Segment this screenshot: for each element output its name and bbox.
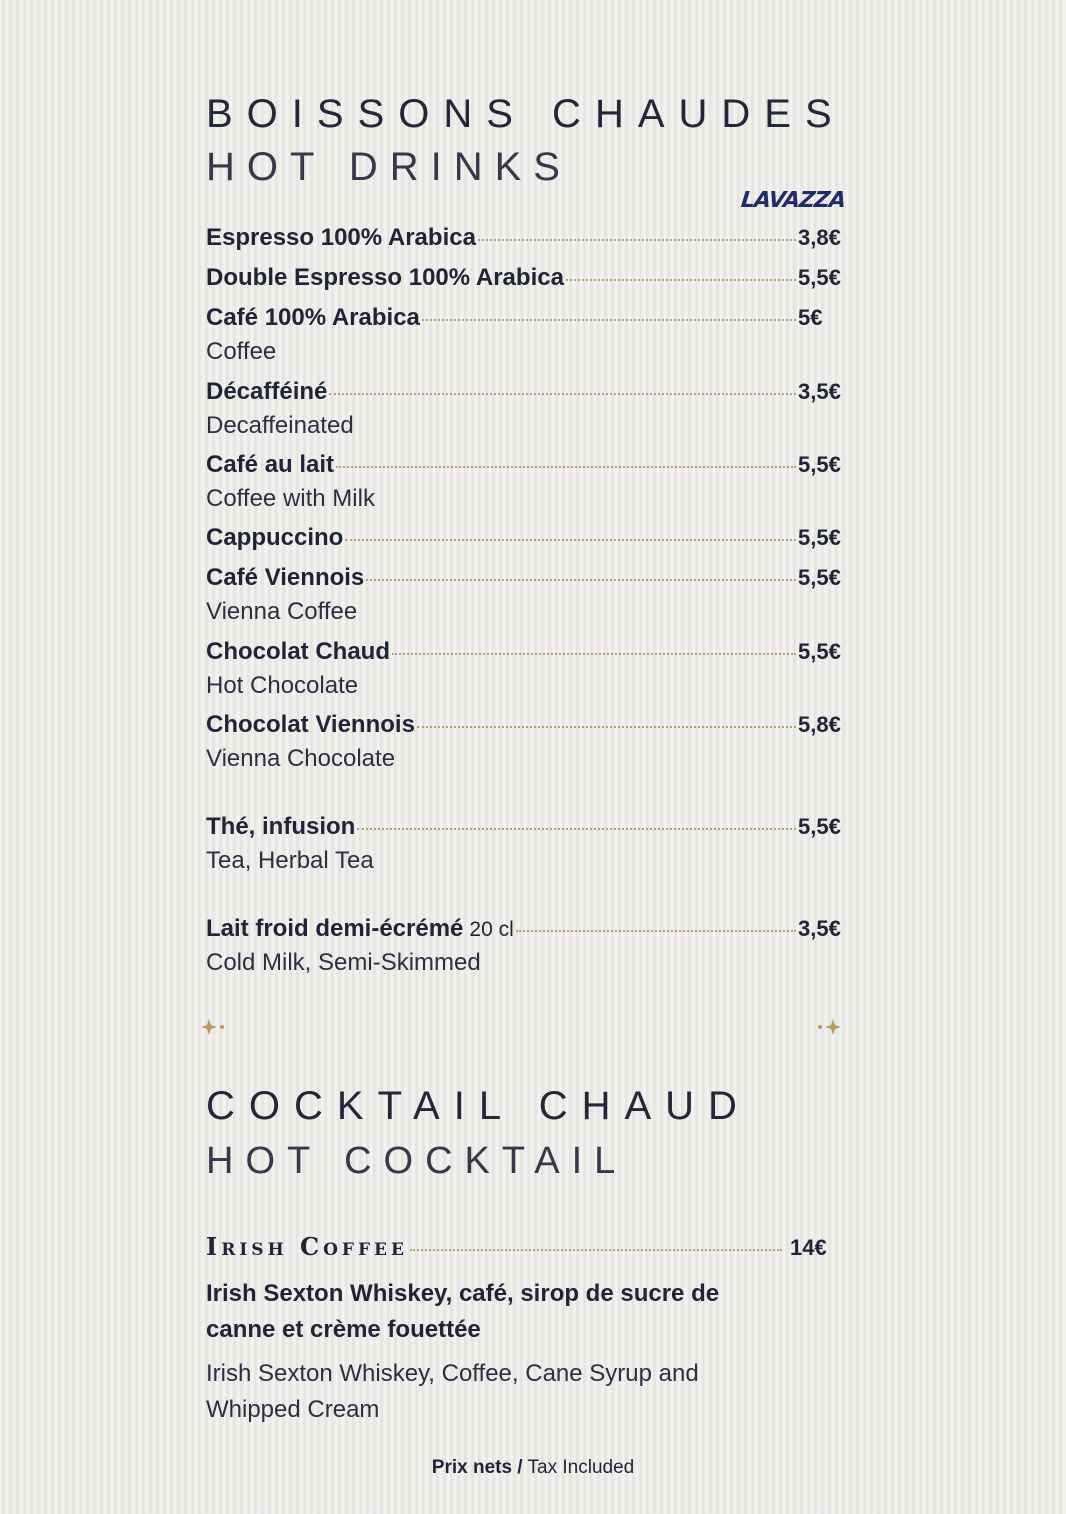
item-price: 5,5€ bbox=[798, 565, 841, 590]
item-description: Coffee with Milk bbox=[206, 485, 375, 512]
menu-item bbox=[206, 451, 848, 513]
dotted-leader bbox=[422, 319, 796, 321]
item-price: 5,5€ bbox=[798, 814, 841, 839]
item-price: 5,5€ bbox=[798, 525, 841, 550]
item-name: Lait froid demi-écrémé bbox=[206, 915, 464, 942]
cocktail-title-fr: COCKTAIL CHAUD bbox=[206, 1084, 751, 1128]
menu-item bbox=[206, 304, 848, 366]
menu-item bbox=[206, 638, 848, 700]
gold-divider bbox=[200, 1018, 842, 1036]
dotted-leader bbox=[345, 539, 796, 541]
dotted-leader bbox=[478, 239, 796, 241]
dotted-leader bbox=[329, 393, 796, 395]
item-description: Decaffeinated bbox=[206, 412, 354, 439]
item-name: Café 100% Arabica bbox=[206, 304, 420, 331]
item-description: Vienna Chocolate bbox=[206, 745, 396, 772]
item-name: Chocolat Chaud bbox=[206, 638, 390, 665]
dotted-leader bbox=[392, 653, 796, 655]
menu-item bbox=[206, 564, 848, 626]
menu-item bbox=[206, 224, 848, 252]
item-price: 5,5€ bbox=[798, 452, 841, 477]
item-name: Décafféiné bbox=[206, 378, 328, 405]
item-name: Café au lait bbox=[206, 451, 335, 478]
item-volume: 20 cl bbox=[469, 918, 514, 941]
menu-item bbox=[206, 378, 848, 440]
dotted-leader bbox=[410, 1249, 782, 1251]
item-price: 5€ bbox=[798, 305, 823, 330]
menu-item bbox=[206, 915, 848, 977]
item-name: Espresso 100% Arabica bbox=[206, 224, 476, 251]
menu-item bbox=[206, 711, 848, 773]
item-description: Vienna Coffee bbox=[206, 598, 358, 625]
item-description: Tea, Herbal Tea bbox=[206, 847, 374, 874]
cocktail-name: Irish Coffee bbox=[206, 1232, 408, 1261]
item-price: 5,5€ bbox=[798, 639, 841, 664]
dotted-leader bbox=[357, 828, 796, 830]
item-name: Thé, infusion bbox=[206, 813, 356, 840]
cocktail-description-fr: Irish Sexton Whiskey, café, sirop de sucre de canne et crème fouettée bbox=[206, 1280, 720, 1343]
dotted-leader bbox=[566, 279, 796, 281]
item-description: Hot Chocolate bbox=[206, 672, 359, 699]
item-name: Double Espresso 100% Arabica bbox=[206, 264, 564, 291]
item-name: Chocolat Viennois bbox=[206, 711, 415, 738]
footer-bold: Prix nets / bbox=[431, 1457, 523, 1478]
item-price: 5,5€ bbox=[798, 265, 841, 290]
item-description: Cold Milk, Semi-Skimmed bbox=[206, 949, 481, 976]
menu-item bbox=[206, 524, 848, 552]
dotted-leader bbox=[336, 466, 796, 468]
item-name: Café Viennois bbox=[206, 564, 365, 591]
menu-item bbox=[206, 813, 848, 875]
lavazza-logo: LAVAZZA bbox=[739, 188, 847, 213]
dotted-leader bbox=[366, 579, 796, 581]
dotted-leader bbox=[417, 726, 796, 728]
footer-note bbox=[0, 1457, 1066, 1479]
item-price: 3,5€ bbox=[798, 916, 841, 941]
cocktail-description-en: Irish Sexton Whiskey, Coffee, Cane Syrup and Whipped Cream bbox=[206, 1360, 699, 1423]
item-price: 5,8€ bbox=[798, 712, 841, 737]
item-name: Cappuccino bbox=[206, 524, 344, 551]
cocktail-title-en: HOT COCKTAIL bbox=[206, 1140, 628, 1182]
footer-normal: Tax Included bbox=[527, 1457, 635, 1478]
dotted-leader bbox=[516, 930, 796, 932]
item-price: 3,5€ bbox=[798, 379, 841, 404]
section-title-fr: BOISSONS CHAUDES bbox=[206, 92, 846, 136]
cocktail-item bbox=[206, 1232, 840, 1261]
section-title-en: HOT DRINKS bbox=[206, 145, 572, 189]
menu-item bbox=[206, 264, 848, 292]
cocktail-price: 14€ bbox=[790, 1235, 827, 1260]
item-description: Coffee bbox=[206, 338, 277, 365]
item-price: 3,8€ bbox=[798, 225, 841, 250]
